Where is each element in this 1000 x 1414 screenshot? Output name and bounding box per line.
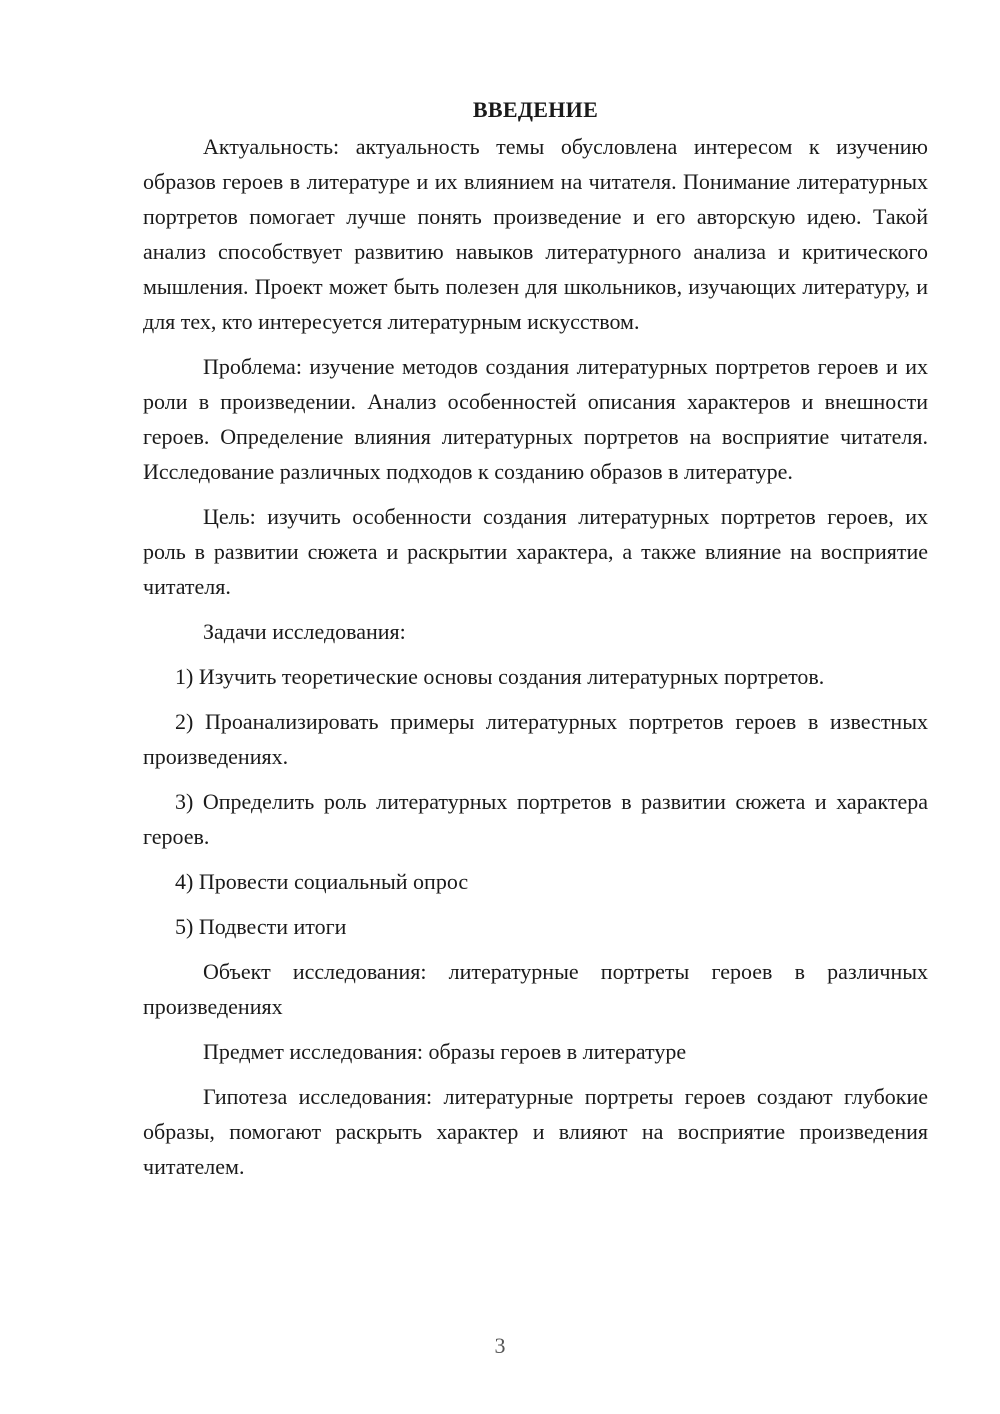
paragraph-subject: Предмет исследования: образы героев в литературе (203, 1039, 687, 1064)
list-item: 5) Подвести итоги (175, 914, 347, 939)
list-item: 2) Проанализировать примеры литературных портретов героев в известных произведениях. (143, 709, 928, 769)
page-number: 3 (494, 1333, 506, 1358)
paragraph-goal: Цель: изучить особенности создания литературных портретов героев, их роль в развитии сюжета и раскрытии характера, а также влияние на восприятие читателя. (143, 504, 928, 599)
tasks-heading: Задачи исследования: (203, 619, 406, 644)
paragraph-hypothesis: Гипотеза исследования: литературные портреты героев создают глубокие образы, помогают раскрыть характер и влияют на восприятие произведения читателем. (143, 1084, 928, 1179)
paragraph-problem: Проблема: изучение методов создания литературных портретов героев и их роли в произведении. Анализ особенностей описания характеров и внешности героев. Определение влияния литературных портретов на восприятие читателя. Исследование различных подходов к созданию образов в литературе. (143, 354, 928, 484)
list-item: 1) Изучить теоретические основы создания литературных портретов. (175, 664, 825, 689)
list-item: 4) Провести социальный опрос (175, 869, 469, 894)
tasks-list (143, 659, 928, 944)
page-title: ВВЕДЕНИЕ (472, 97, 599, 122)
paragraph-relevance: Актуальность: актуальность темы обусловлена интересом к изучению образов героев в литературе и их влиянием на читателя. Понимание литературных портретов помогает лучше понять произведение и его авторскую идею. Такой анализ способствует развитию навыков литературного анализа и критического мышления. Проект может быть полезен для школьников, изучающих литературу, и для тех, кто интересуется литературным искусством. (143, 134, 928, 334)
document-page (143, 92, 928, 1184)
list-item: 3) Определить роль литературных портретов в развитии сюжета и характера героев. (143, 789, 928, 849)
paragraph-object: Объект исследования: литературные портреты героев в различных произведениях (143, 959, 928, 1019)
